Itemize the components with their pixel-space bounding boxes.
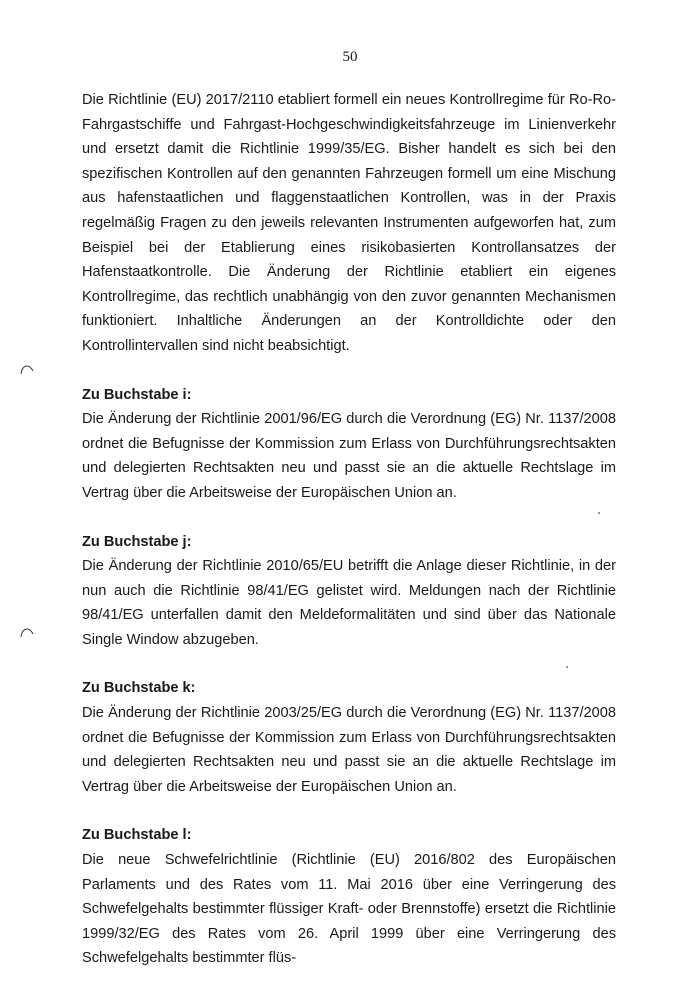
section-heading: Zu Buchstabe j: bbox=[82, 533, 192, 550]
section-text: Die Änderung der Richtlinie 2003/25/EG durch die Verordnung (EG) Nr. 1137/2008 ordnet die Befugnisse der Kommission zum Erlass von Durchführungsrechtsakten und delegierten Rechtsakten neu und passt sie an die aktuelle Rechtslage im Vertrag über die Arbeitsweise der Europäischen Union an. bbox=[82, 705, 616, 795]
intro-paragraph: Die Richtlinie (EU) 2017/2110 etabliert formell ein neues Kontrollregime für Ro-Ro-Fahrgastschiffe und Fahrgast-Hochgeschwindigkeitsfahrzeuge im Linienverkehr und ersetzt damit die Richtlinie 1999/35/EG. Bisher handelt es sich bei den spezifischen Kontrollen auf den genannten Fahrzeugen formell um eine Mischung aus hafenstaatlichen und flaggenstaatlichen Kontrollen, was in der Praxis regelmäßig Fragen zu den jeweils relevanten Instrumenten aufgeworfen hat, zum Beispiel bei der Etablierung eines risikobasierten Kontrollansatzes der Hafenstaatkontrolle. Die Änderung der Richtlinie etabliert ein eigenes Kontrollregime, das rechtlich unabhängig von den zuvor genannten Mechanismen funktioniert. Inhaltliche Änderungen an der Kontrolldichte oder den Kontrollintervallen sind nicht beabsichtigt. bbox=[82, 92, 616, 354]
section-text: Die neue Schwefelrichtlinie (Richtlinie (EU) 2016/802 des Europäischen Parlaments und des Rates vom 11. Mai 2016 über eine Verringerung des Schwefelgehalts bestimmter flüssiger Kraft- oder Brennstoffe) ersetzt die Richtlinie 1999/32/EG des Rates vom 26. April 1999 über eine Verringerung des Schwefelgehalts bestimmter flüs- bbox=[82, 852, 616, 967]
section-text: Die Änderung der Richtlinie 2001/96/EG durch die Verordnung (EG) Nr. 1137/2008 ordnet die Befugnisse der Kommission zum Erlass von Durchführungsrechtsakten und delegierten Rechtsakten neu und passt sie an die aktuelle Rechtslage im Vertrag über die Arbeitsweise der Europäischen Union an. bbox=[82, 411, 616, 501]
section-buchstabe-i bbox=[82, 383, 616, 506]
section-heading: Zu Buchstabe l: bbox=[82, 827, 192, 844]
margin-bracket-mark bbox=[19, 624, 35, 640]
section-buchstabe-j bbox=[82, 530, 616, 653]
document-body bbox=[82, 88, 616, 971]
section-buchstabe-l bbox=[82, 823, 616, 971]
margin-bracket-mark bbox=[19, 361, 35, 377]
page-number: 50 bbox=[342, 49, 358, 65]
section-heading: Zu Buchstabe k: bbox=[82, 680, 196, 697]
section-buchstabe-k bbox=[82, 676, 616, 799]
section-heading: Zu Buchstabe i: bbox=[82, 386, 192, 403]
section-text: Die Änderung der Richtlinie 2010/65/EU betrifft die Anlage dieser Richtlinie, in der nun auch die Richtlinie 98/41/EG gelistet wird. Meldungen nach der Richtlinie 98/41/EG unterfallen damit den Meldeformalitäten und sind über das Nationale Single Window abzugeben. bbox=[82, 558, 616, 648]
